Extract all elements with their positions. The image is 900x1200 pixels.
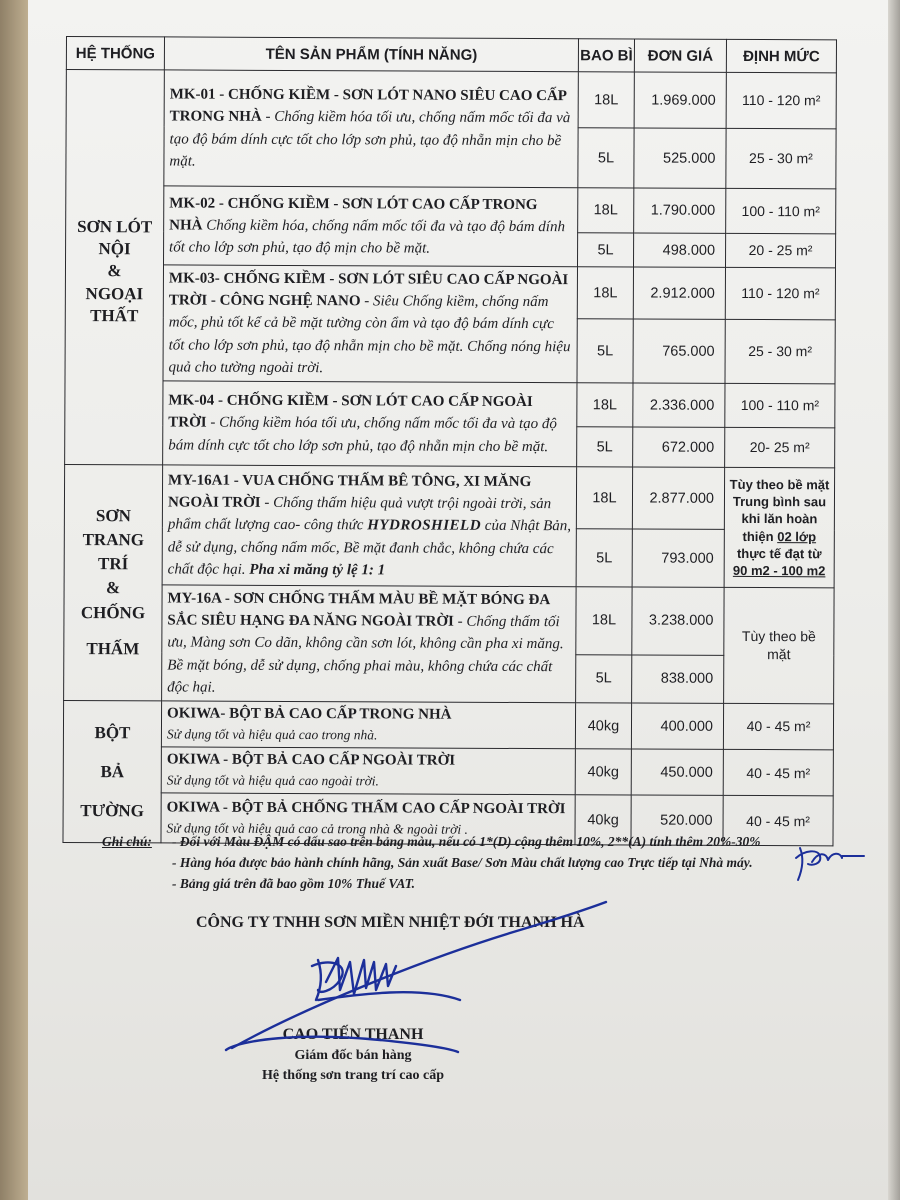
header-system: HỆ THỐNG: [66, 37, 164, 70]
price-cell: 400.000: [631, 703, 723, 750]
pack-cell: 5L: [576, 654, 632, 703]
pack-cell: 18L: [578, 188, 634, 233]
norm-cell: 20 - 25 m²: [725, 233, 835, 267]
system-line: SƠN: [95, 506, 131, 526]
product-name: MK-02 - CHỐNG KIỀM - SƠN LÓT CAO CẤP TRONG NHÀ: [169, 195, 538, 234]
product-brand: HYDROSHIELD: [367, 517, 482, 535]
product-desc: Chống thấm tối ưu, Màng sơn Co dãn, không cần sơn lót, không cần pha xi măng. Bề mặt bóng, dễ sử dụng, chống phai màu, không chứa các chất độc hại.: [167, 613, 564, 696]
pack-cell: 18L: [577, 383, 633, 427]
note-item: - Đối với Màu ĐẬM có dấu sao trên bảng màu, nếu có 1*(D) cộng thêm 10%, 2**(A) tính thêm 20%-30%: [172, 834, 761, 849]
pack-cell: 40kg: [575, 703, 631, 749]
header-price: ĐƠN GIÁ: [634, 39, 726, 72]
pack-cell: 18L: [576, 467, 632, 529]
price-cell: 525.000: [634, 128, 726, 188]
product-desc: Chống thấm hiệu quả vượt trội ngoài trời, sản phẩm chất lượng cao- công thức: [167, 495, 552, 534]
price-cell: 450.000: [631, 749, 723, 796]
norm-cell: 25 - 30 m²: [726, 128, 836, 188]
norm-note-word: thiện: [742, 528, 774, 544]
price-cell: 2.877.000: [632, 467, 724, 529]
price-cell: 765.000: [633, 319, 725, 383]
norm-cell: 100 - 110 m²: [725, 383, 835, 427]
norm-cell: 100 - 110 m²: [726, 188, 836, 233]
note-item: - Bảng giá trên đã bao gồm 10% Thuế VAT.: [172, 875, 416, 891]
product-name: MK-04 - CHỐNG KIỀM - SƠN LÓT CAO CẤP NGOÀI TRỜI: [168, 392, 533, 432]
system-line: SƠN LÓT: [77, 217, 153, 237]
note-item: - Hàng hóa được bảo hành chính hãng, Sản xuất Base/ Sơn Màu chất lượng cao Trực tiếp tại Nhà máy.: [172, 854, 753, 870]
price-cell: 2.336.000: [633, 383, 725, 427]
pack-cell: 5L: [577, 319, 633, 383]
product-mix-ratio: Pha xi măng tỷ lệ 1: 1: [249, 561, 386, 579]
norm-note-coats: 02 lớp: [777, 528, 817, 544]
product-desc: Sử dụng tốt và hiệu quả cao ngoài trời.: [166, 772, 379, 789]
system-line: TRÍ: [98, 554, 129, 574]
notes-label: Ghi chú:: [102, 834, 152, 849]
system-line: NỘI: [98, 239, 131, 259]
product-cell: MK-03- CHỐNG KIỀM - SƠN LÓT SIÊU CAO CẤP NGOÀI TRỜI - CÔNG NGHỆ NANO - Siêu Chống kiềm, chống nấm mốc, phủ tốt kể cả bề mặt tường còn ẩm và tạo độ bám dính cực tốt cho lớp sơn phủ, tạo độ nhẵn mịn cho bề mặt. Chống nóng hiệu quả cho tường ngoài trời.: [163, 265, 578, 383]
norm-note-line: Tùy theo bề: [741, 628, 816, 645]
norm-note-line: mặt: [767, 646, 791, 663]
system-line: CHỐNG: [80, 602, 146, 622]
norm-cell: 110 - 120 m²: [725, 267, 835, 319]
system-line: &: [105, 578, 121, 598]
product-cell: MY-16A - SƠN CHỐNG THẤM MÀU BỀ MẶT BÓNG ĐA SẮC SIÊU HẠNG ĐA NĂNG NGOÀI TRỜI - Chống thấm tối ưu, Màng sơn Co dãn, không cần sơn lót, không cần pha xi măng. Bề mặt bóng, dễ sử dụng, chống phai màu, không chứa các chất độc hại.: [162, 585, 577, 703]
price-cell: 498.000: [633, 233, 725, 267]
company-name: CÔNG TY TNHH SƠN MIỀN NHIỆT ĐỚI THANH HÀ: [196, 914, 585, 931]
system-line: THẤM: [86, 638, 140, 659]
pack-cell: 18L: [576, 587, 632, 655]
header-norm: ĐỊNH MỨC: [726, 39, 836, 72]
product-desc: Chống kiềm hóa tối ưu, chống nấm mốc tối đa và tạo độ bám dính cực tốt cho lớp sơn phủ, tạo độ nhẵn mịn cho bề mặt.: [168, 415, 557, 455]
pack-cell: 40kg: [575, 795, 631, 845]
system-line: TRANG: [82, 530, 145, 550]
price-cell: 838.000: [632, 655, 724, 704]
handwritten-initials: [796, 848, 864, 880]
price-cell: 1.790.000: [634, 188, 726, 233]
product-name: OKIWA- BỘT BẢ CAO CẤP TRONG NHÀ: [167, 705, 452, 723]
product-name: OKIWA - BỘT BẢ CHỐNG THẤM CAO CẤP NGOÀI TRỜI: [166, 799, 566, 818]
product-cell: MY-16A1 - VUA CHỐNG THẤM BÊ TÔNG, XI MĂNG NGOÀI TRỜI - Chống thấm hiệu quả vượt trội ngoài trời, sản phẩm chất lượng cao- công thức HYDROSHIELD của Nhật Bản, dễ sử dụng, chống nấm mốc, Bề mặt đanh chắc, không chứa các chất độc hại. Pha xi măng tỷ lệ 1: 1: [162, 465, 577, 587]
price-cell: 2.912.000: [633, 267, 725, 319]
product-name: MK-01 - CHỐNG KIỀM - SƠN LÓT NANO SIÊU CAO CẤP TRONG NHÀ: [169, 86, 567, 126]
pack-cell: 5L: [578, 128, 634, 188]
price-cell: 3.238.000: [632, 587, 724, 655]
product-cell: MK-04 - CHỐNG KIỀM - SƠN LÓT CAO CẤP NGOÀI TRỜI - Chống kiềm hóa tối ưu, chống nấm mốc tối đa và tạo độ bám dính cực tốt cho lớp sơn phủ, tạo độ nhẵn mịn cho bề mặt.: [163, 381, 577, 467]
norm-note-line: thực tế đạt từ: [736, 545, 822, 561]
product-name: MY-16A1 - VUA CHỐNG THẤM BÊ TÔNG, XI MĂNG NGOÀI TRỜI: [167, 472, 532, 512]
price-cell: 793.000: [632, 529, 724, 587]
norm-cell: 40 - 45 m²: [723, 796, 833, 846]
norm-note-line: khi lăn hoàn: [741, 511, 818, 527]
signatory-name: CAO TIẾN THANH: [282, 1026, 424, 1043]
norm-note-coverage: 90 m2 - 100 m2: [732, 562, 826, 579]
pack-cell: 5L: [577, 233, 633, 267]
norm-cell: 25 - 30 m²: [725, 319, 835, 383]
signatory-subtitle: Hệ thống sơn trang trí cao cấp: [262, 1068, 444, 1083]
system-line: BỘT: [94, 723, 131, 743]
product-desc: Chống kiềm hóa, chống nấm mốc tối đa và tạo độ bám dính tốt cho lớp sơn phủ, tạo độ mịn cho bề mặt.: [169, 217, 566, 257]
header-pack: BAO BÌ: [578, 39, 634, 72]
pack-cell: 5L: [577, 427, 633, 467]
system-line: NGOẠI: [85, 283, 144, 303]
product-desc: Chống kiềm hóa tối ưu, chống nấm mốc tối đa và tạo độ bám dính cực tốt cho lớp sơn phủ, tạo độ nhẵn mịn cho bề mặt.: [169, 109, 571, 170]
product-desc: của Nhật Bản, dễ sử dụng, chống nấm mốc, Bề mặt đanh chắc, không chứa các chất độc hại.: [167, 518, 572, 578]
pack-cell: 18L: [577, 267, 633, 319]
norm-note-line: Tùy theo bề mặt: [729, 476, 830, 493]
system-line: TƯỜNG: [80, 801, 144, 821]
system-line: &: [107, 261, 122, 281]
norm-note-line: Trung bình sau: [732, 494, 827, 510]
price-cell: 520.000: [631, 795, 723, 845]
system-line: BẢ: [100, 762, 125, 782]
norm-cell: 110 - 120 m²: [726, 72, 836, 128]
product-name: MY-16A - SƠN CHỐNG THẤM MÀU BỀ MẶT BÓNG ĐA SẮC SIÊU HẠNG ĐA NĂNG NGOÀI TRỜI: [167, 590, 550, 630]
header-product: TÊN SẢN PHẨM (TÍNH NĂNG): [164, 37, 578, 72]
signatory-title: Giám đốc bán hàng: [294, 1048, 412, 1063]
price-cell: 1.969.000: [634, 72, 726, 128]
product-desc: Sử dụng tốt và hiệu quả cao trong nhà.: [166, 726, 378, 743]
product-name: OKIWA - BỘT BẢ CAO CẤP NGOÀI TRỜI: [166, 751, 456, 769]
product-name: MK-03- CHỐNG KIỀM - SƠN LÓT SIÊU CAO CẤP NGOÀI TRỜI - CÔNG NGHỆ NANO: [168, 270, 569, 310]
product-desc: Sử dụng tốt và hiệu quả cao cả trong nhà & ngoài trời .: [166, 820, 468, 838]
price-cell: 672.000: [633, 427, 725, 467]
norm-cell: 40 - 45 m²: [723, 703, 833, 750]
pack-cell: 40kg: [575, 749, 631, 795]
handwritten-signature: [226, 902, 606, 1052]
product-desc: Siêu Chống kiềm, chống nấm mốc, phủ tốt kể cả bề mặt tường còn ẩm và tạo độ bám dính cực tốt cho lớp sơn phủ, tạo độ nhẵn mịn cho bề mặt. Chống nóng hiệu quả cho tường ngoài trời.: [168, 293, 571, 376]
system-line: THẤT: [90, 305, 139, 325]
pack-cell: 18L: [578, 72, 634, 128]
pack-cell: 5L: [576, 529, 632, 587]
norm-cell: 40 - 45 m²: [723, 749, 833, 796]
product-cell: MK-01 - CHỐNG KIỀM - SƠN LÓT NANO SIÊU CAO CẤP TRONG NHÀ - Chống kiềm hóa tối ưu, chống nấm mốc tối đa và tạo độ bám dính cực tốt cho lớp sơn phủ, tạo độ nhẵn mịn cho bề mặt.: [164, 70, 579, 188]
norm-cell: 20- 25 m²: [725, 427, 835, 467]
